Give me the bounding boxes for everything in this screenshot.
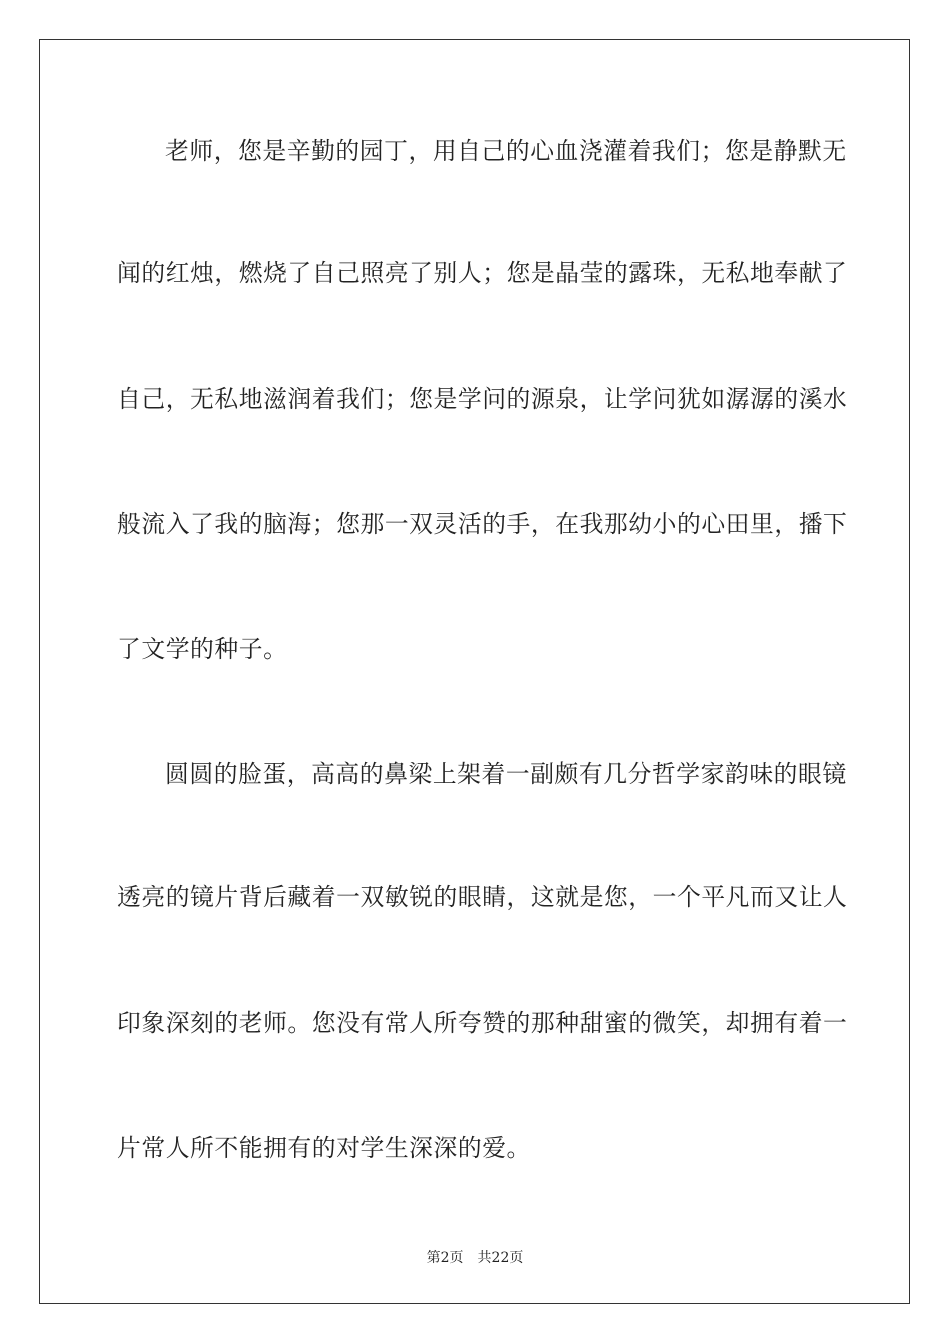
total-page-count: 共22页 — [477, 1250, 524, 1266]
page-frame — [39, 39, 910, 1304]
text-line: 了文学的种子。 — [117, 635, 288, 663]
text-line: 老师，您是辛勤的园丁，用自己的心血浇灌着我们；您是静默无 — [165, 137, 847, 165]
text-line: 圆圆的脸蛋，高高的鼻梁上架着一副颇有几分哲学家韵味的眼镜 — [165, 760, 847, 788]
text-line: 印象深刻的老师。您没有常人所夸赞的那种甜蜜的微笑，却拥有着一 — [117, 1009, 848, 1037]
page-footer — [0, 1248, 950, 1268]
text-line: 透亮的镜片背后藏着一双敏锐的眼睛，这就是您，一个平凡而又让人 — [117, 883, 848, 911]
text-line: 般流入了我的脑海；您那一双灵活的手，在我那幼小的心田里，播下 — [117, 510, 848, 538]
text-line: 闻的红烛，燃烧了自己照亮了别人；您是晶莹的露珠，无私地奉献了 — [117, 259, 848, 287]
text-line: 自己，无私地滋润着我们；您是学问的源泉，让学问犹如潺潺的溪水 — [117, 385, 848, 413]
current-page-number: 第2页 — [426, 1250, 464, 1266]
text-line: 片常人所不能拥有的对学生深深的爱。 — [117, 1134, 531, 1162]
